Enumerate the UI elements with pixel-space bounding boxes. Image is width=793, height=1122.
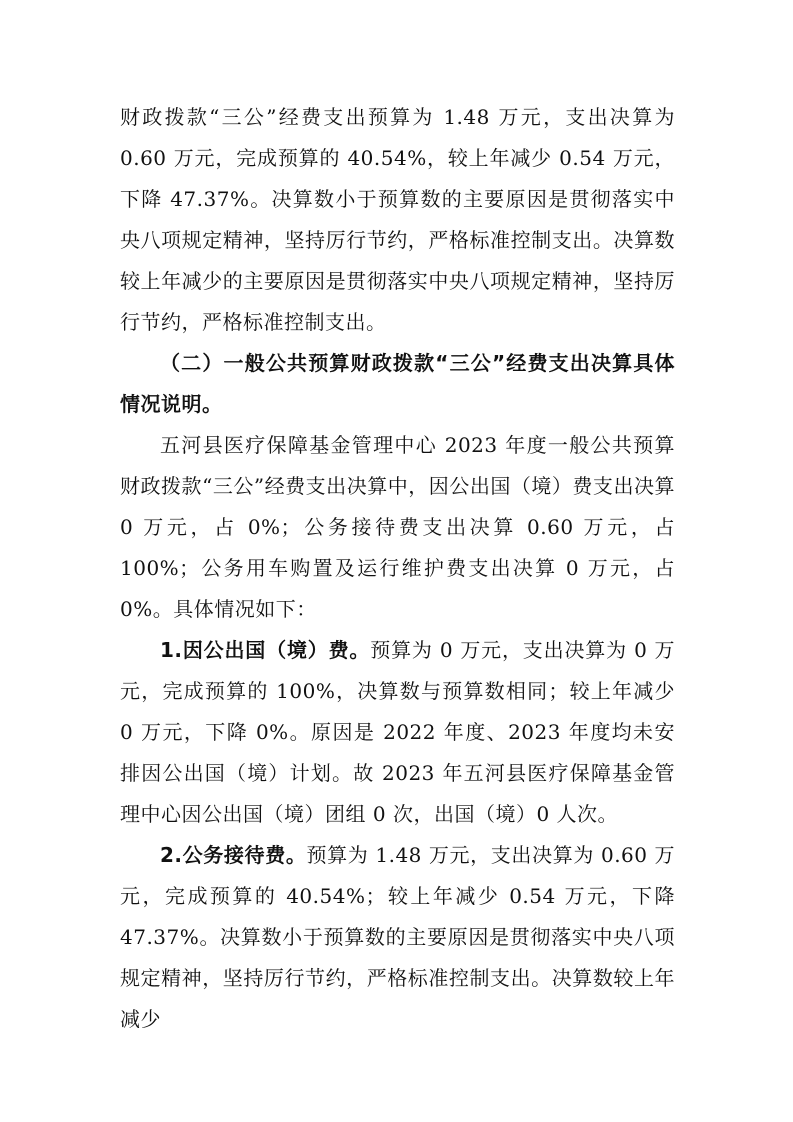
section-heading-2: （二）一般公共预算财政拨款“三公”经费支出决算具体情况说明。: [120, 351, 675, 416]
document-body: [120, 97, 675, 1040]
paragraph-budget-summary: 财政拨款“三公”经费支出预算为 1.48 万元，支出决算为 0.60 万元，完成预算的 40.54%，较上年减少 0.54 万元，下降 47.37%。决算数小于预算数的主要原因是贯彻落实中央八项规定精神，坚持厉行节约，严格标准控制支出。决算数较上年减少的主要原因是贯彻落实中央八项规定精神，坚持厉行节约，严格标准控制支出。: [120, 105, 675, 334]
item-official-reception-title: 2.公务接待费。: [160, 843, 307, 867]
item-overseas-travel-text: 预算为 0 万元，支出决算为 0 万元，完成预算的 100%，决算数与预算数相同；较上年减少 0 万元，下降 0%。原因是 2022 年度、2023 年度均未安排因公出国（境）计划。故 2023 年五河县医疗保障基金管理中心因公出国（境）团组 0 次，出国（境）0 人次。: [120, 638, 676, 826]
paragraph-breakdown: 五河县医疗保障基金管理中心 2023 年度一般公共预算财政拨款“三公”经费支出决算中，因公出国（境）费支出决算 0 万元，占 0%；公务接待费支出决算 0.60 万元，占 100%；公务用车购置及运行维护费支出决算 0 万元，占 0%。具体情况如下：: [120, 433, 675, 621]
item-overseas-travel-title: 1.因公出国（境）费。: [160, 638, 371, 662]
item-official-reception: [120, 835, 675, 1040]
item-official-reception-text: 预算为 1.48 万元，支出决算为 0.60 万元，完成预算的 40.54%；较上年减少 0.54 万元，下降 47.37%。决算数小于预算数的主要原因是贯彻落实中央八项规定精神，坚持厉行节约，严格标准控制支出。决算数较上年减少: [120, 843, 675, 1031]
item-overseas-travel: [120, 630, 675, 835]
